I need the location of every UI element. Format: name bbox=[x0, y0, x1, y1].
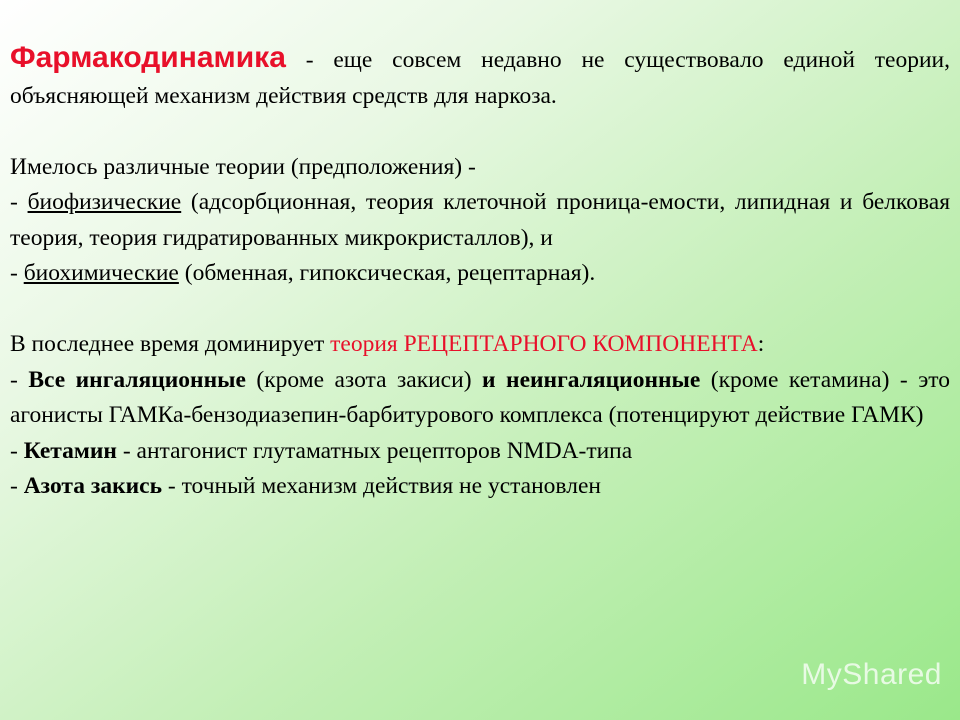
item-dash: - bbox=[10, 260, 24, 286]
receptor-colon: : bbox=[757, 331, 765, 357]
receptor-item-nitrous bbox=[10, 469, 950, 505]
intro-paragraph bbox=[10, 40, 950, 114]
biochemical-item bbox=[10, 256, 950, 292]
inhalational-mid: (кроме азота закиси) bbox=[245, 366, 483, 393]
noninhalational-label: и неингаляционные bbox=[482, 366, 701, 393]
biophysical-label: биофизические bbox=[27, 189, 182, 215]
slide-content bbox=[10, 40, 950, 505]
biochemical-label: биохимические bbox=[23, 260, 179, 286]
receptor-lead bbox=[10, 327, 950, 363]
ketamine-text: - антагонист глутаматных рецепторов NMDA-типа bbox=[116, 437, 633, 464]
nitrous-oxide-text: - точный механизм действия не установлен bbox=[162, 473, 601, 499]
receptor-item-ketamine bbox=[10, 434, 950, 470]
nitrous-oxide-label: Азота закись bbox=[23, 473, 163, 499]
item-dash: - bbox=[10, 437, 24, 464]
receptor-lead-text: В последнее время доминирует bbox=[10, 331, 331, 357]
receptor-item-inhalational bbox=[10, 363, 950, 434]
watermark-text: MyShared bbox=[801, 658, 942, 691]
theories-heading: Имелось различные теории (предположения) - bbox=[10, 153, 476, 180]
item-dash: - bbox=[10, 366, 29, 393]
item-dash: - bbox=[10, 473, 24, 499]
slide-title: Фармакодинамика bbox=[10, 41, 286, 74]
watermark bbox=[801, 658, 942, 692]
inhalational-rest: (кроме кетамина) - это агонисты ГАМКа-бензодиазепин-барбитурового комплекса (потенцируют действие ГАМК) bbox=[10, 366, 951, 428]
spacer bbox=[10, 114, 950, 150]
ketamine-label: Кетамин bbox=[23, 437, 117, 464]
item-dash: - bbox=[10, 189, 28, 215]
biochemical-text: (обменная, гипоксическая, рецептарная). bbox=[178, 260, 596, 286]
spacer bbox=[10, 292, 950, 328]
inhalational-label: Все ингаляционные bbox=[28, 366, 246, 393]
receptor-theory-highlight: теория РЕЦЕПТАРНОГО КОМПОНЕНТА bbox=[330, 331, 758, 357]
biophysical-item bbox=[10, 185, 950, 256]
biophysical-text: (адсорбционная, теория клеточной проница-емости, липидная и белковая теория, теория гидратированных микрокристаллов), и bbox=[10, 189, 950, 251]
intro-text: - еще совсем недавно не существовало единой теории, объясняющей механизм действия средств для наркоза. bbox=[10, 47, 950, 109]
